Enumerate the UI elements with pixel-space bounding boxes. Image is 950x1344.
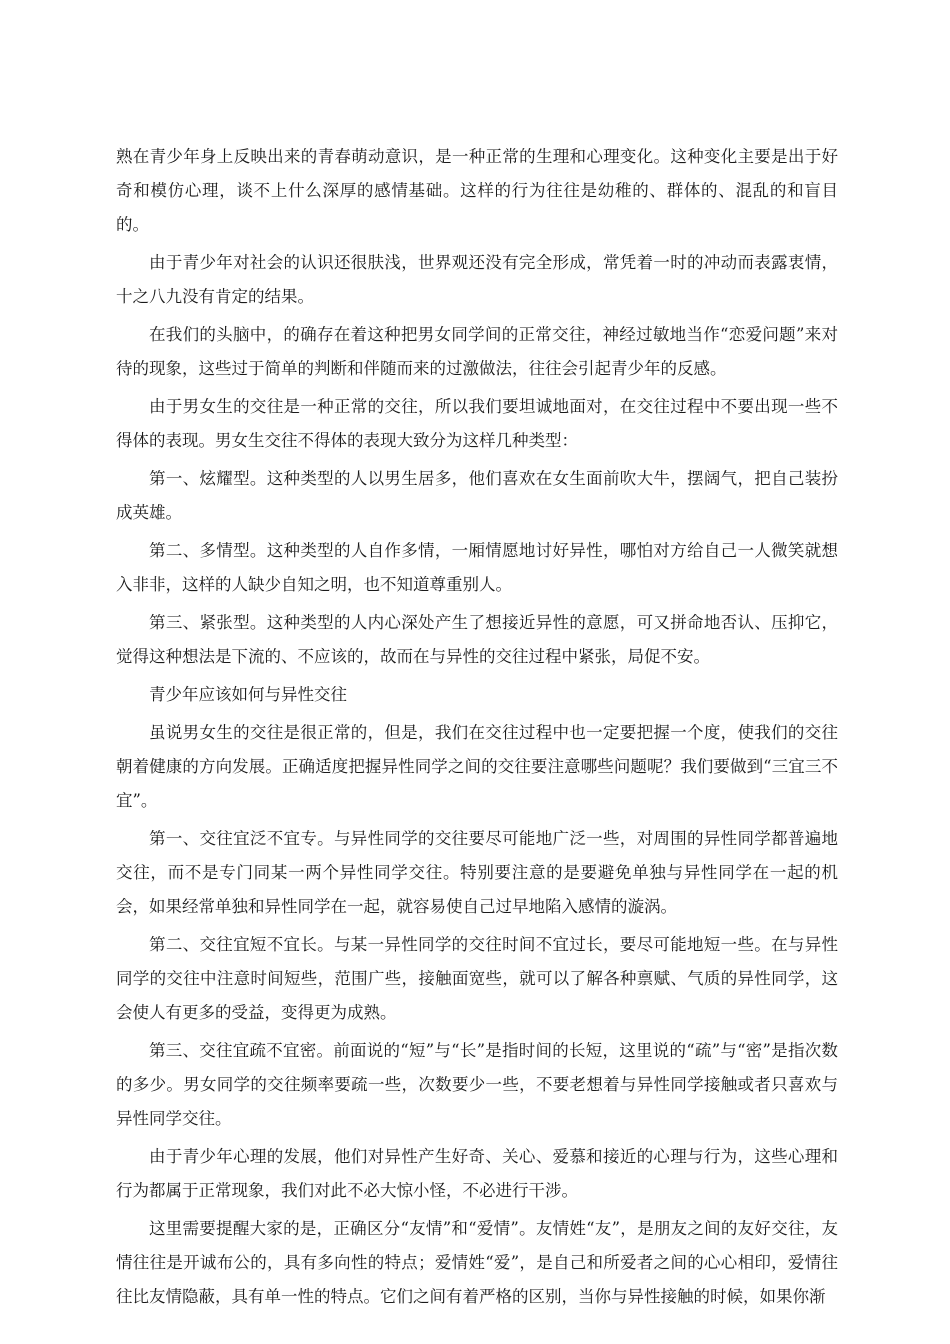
paragraph-11: 第二、交往宜短不宜长。与某一异性同学的交往时间不宜过长，要尽可能地短一些。在与异性同学的交往中注意时间短些，范围广些，接触面宽些，就可以了解各种禀赋、气质的异性同学，这会使人有更多的受益，变得更为成熟。 xyxy=(116,935,838,1022)
paragraph-13: 由于青少年心理的发展，他们对异性产生好奇、关心、爱慕和接近的心理与行为，这些心理和行为都属于正常现象，我们对此不必大惊小怪，不必进行干涉。 xyxy=(116,1147,838,1200)
paragraph-3: 在我们的头脑中，的确存在着这种把男女同学间的正常交往，神经过敏地当作“恋爱问题”来对待的现象，这些过于简单的判断和伴随而来的过激做法，往往会引起青少年的反感。 xyxy=(116,325,838,378)
paragraph-7: 第三、紧张型。这种类型的人内心深处产生了想接近异性的意愿，可又拼命地否认、压抑它，觉得这种想法是下流的、不应该的，故而在与异性的交往过程中紧张，局促不安。 xyxy=(116,613,838,666)
paragraph-12: 第三、交往宜疏不宜密。前面说的“短”与“长”是指时间的长短，这里说的“疏”与“密”是指次数的多少。男女同学的交往频率要疏一些，次数要少一些，不要老想着与异性同学接触或者只喜欢与异性同学交往。 xyxy=(116,1041,838,1128)
paragraph-14: 这里需要提醒大家的是，正确区分“友情”和“爱情”。友情姓“友”，是朋友之间的友好交往，友情往往是开诚布公的，具有多向性的特点；爱情姓“爱”，是自己和所爱者之间的心心相印，爱情往往比友情隐蔽，具有单一性的特点。它们之间有着严格的区别，当你与异性接触的时候，如果你渐 xyxy=(116,1219,838,1306)
paragraph-5: 第一、炫耀型。这种类型的人以男生居多，他们喜欢在女生面前吹大牛，摆阔气，把自己装扮成英雄。 xyxy=(116,469,838,522)
document-body xyxy=(116,140,838,1318)
paragraph-4: 由于男女生的交往是一种正常的交往，所以我们要坦诚地面对，在交往过程中不要出现一些不得体的表现。男女生交往不得体的表现大致分为这样几种类型： xyxy=(116,397,838,450)
paragraph-10: 第一、交往宜泛不宜专。与异性同学的交往要尽可能地广泛一些，对周围的异性同学都普遍地交往，而不是专门同某一两个异性同学交往。特别要注意的是要避免单独与异性同学在一起的机会，如果经常单独和异性同学在一起，就容易使自己过早地陷入感情的漩涡。 xyxy=(116,829,838,916)
paragraph-1: 熟在青少年身上反映出来的青春萌动意识，是一种正常的生理和心理变化。这种变化主要是出于好奇和模仿心理，谈不上什么深厚的感情基础。这样的行为往往是幼稚的、群体的、混乱的和盲目的。 xyxy=(116,147,838,234)
paragraph-9: 虽说男女生的交往是很正常的，但是，我们在交往过程中也一定要把握一个度，使我们的交往朝着健康的方向发展。正确适度把握异性同学之间的交往要注意哪些问题呢？我们要做到“三宜三不宜”。 xyxy=(116,723,838,810)
paragraph-6: 第二、多情型。这种类型的人自作多情，一厢情愿地讨好异性，哪怕对方给自己一人微笑就想入非非，这样的人缺少自知之明，也不知道尊重别人。 xyxy=(116,541,838,594)
paragraph-2: 由于青少年对社会的认识还很肤浅，世界观还没有完全形成，常凭着一时的冲动而表露衷情，十之八九没有肯定的结果。 xyxy=(116,253,838,306)
section-heading: 青少年应该如何与异性交往 xyxy=(149,685,347,704)
